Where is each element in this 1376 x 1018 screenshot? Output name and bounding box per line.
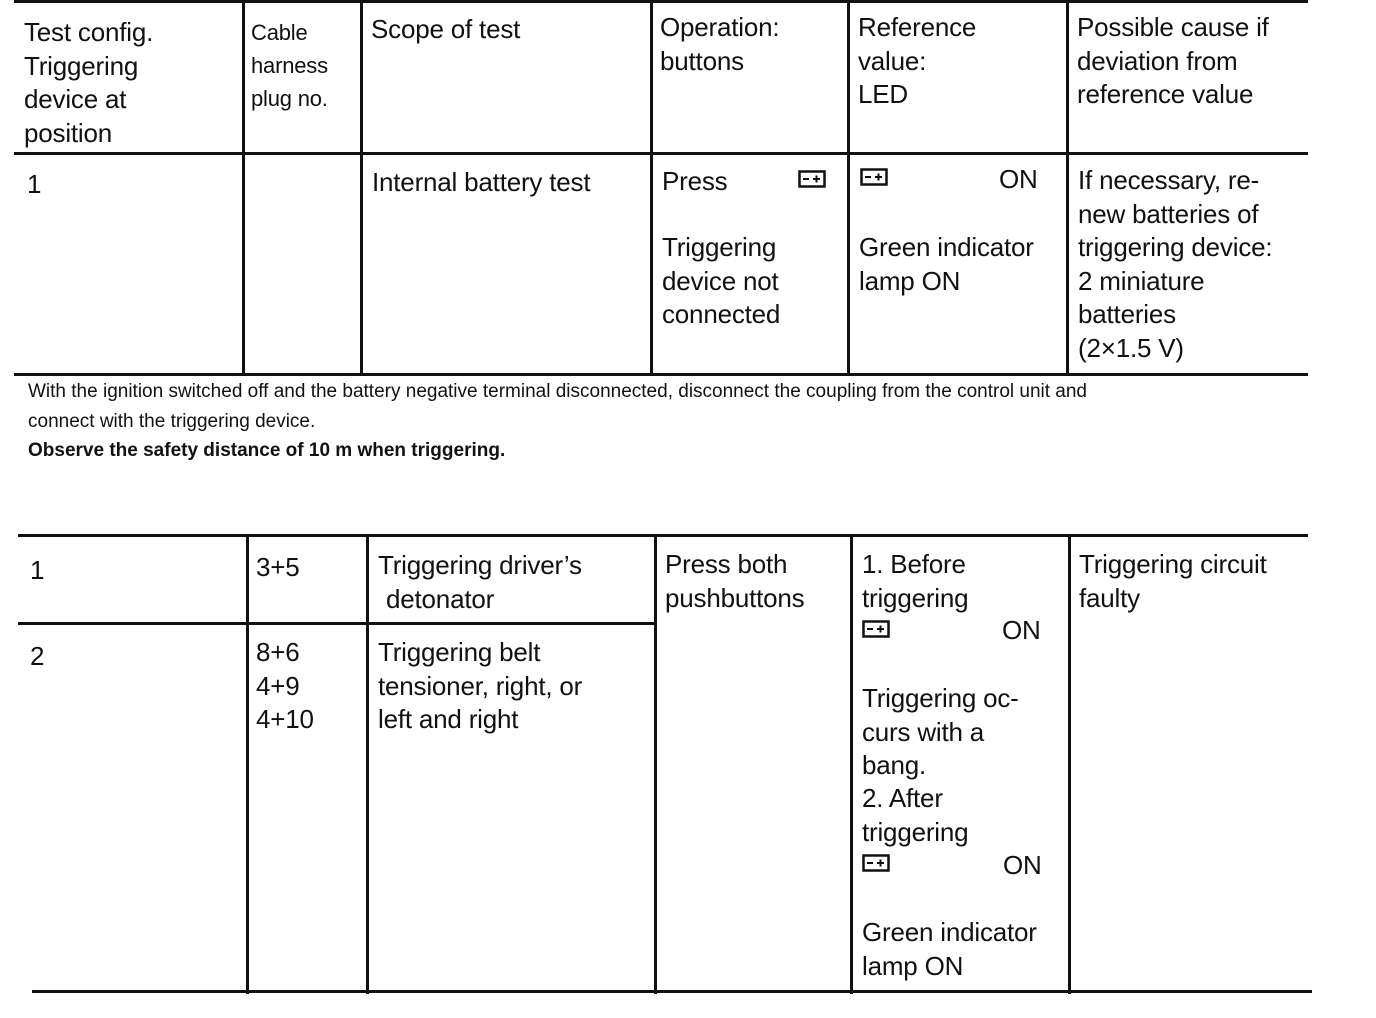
reference-after-state: ON <box>1003 850 1042 880</box>
reference-lamp: Green indicator lamp ON <box>862 917 1037 981</box>
row-reference-state: ON <box>999 164 1038 194</box>
header-operation: Operation: buttons <box>660 12 780 76</box>
row-position: 1 <box>27 169 42 199</box>
instruction-line-1: With the ignition switched off and the battery negative terminal disconnected, disconnect the coupling from the control unit and <box>28 381 1087 402</box>
battery-icon <box>862 854 890 872</box>
operation-both-pushbuttons: Press both pushbuttons <box>665 549 805 613</box>
row-operation-note: Triggering device not connected <box>662 232 781 329</box>
battery-icon <box>860 168 888 186</box>
instruction-line-2: connect with the triggering device. <box>28 411 316 432</box>
reference-before: 1. Before triggering <box>862 549 969 613</box>
header-scope: Scope of test <box>371 14 521 44</box>
table-2-col-divider <box>1068 534 1071 994</box>
row-operation-press: Press <box>662 166 728 196</box>
table-2-bottom-rule <box>32 990 1312 993</box>
table-1-top-rule <box>14 0 1308 3</box>
reference-during: Triggering oc- curs with a bang. <box>862 683 1019 780</box>
table-1-col-divider <box>242 0 245 376</box>
table-2-top-rule <box>18 534 1308 537</box>
row2-scope: Triggering belt tensioner, right, or left and right <box>378 637 583 734</box>
cause-triggering-circuit: Triggering circuit faulty <box>1079 549 1267 613</box>
row1-plug: 3+5 <box>256 552 300 582</box>
header-reference: Reference value: LED <box>858 12 977 109</box>
table-1-col-divider <box>1066 0 1069 376</box>
row1-scope: Triggering driver’s detonator <box>378 550 582 614</box>
table-1-header-rule <box>14 152 1308 155</box>
row2-position: 2 <box>30 641 45 671</box>
reference-after: 2. After triggering <box>862 783 969 847</box>
table-2-row-rule <box>18 622 654 625</box>
table-2-col-divider <box>366 534 369 994</box>
row1-position: 1 <box>30 555 45 585</box>
row2-plugs: 8+6 4+9 4+10 <box>256 637 314 734</box>
table-2-col-divider <box>654 534 657 994</box>
table-2-col-divider <box>246 534 249 994</box>
table-1-col-divider <box>650 0 653 376</box>
table-2-col-divider <box>850 534 853 994</box>
safety-warning: Observe the safety distance of 10 m when triggering. <box>28 440 506 461</box>
row-reference-note: Green indicator lamp ON <box>859 232 1034 296</box>
table-1-col-divider <box>847 0 850 376</box>
header-test-config: Test config. Triggering device at position <box>24 17 154 148</box>
header-cable-harness: Cable harness plug no. <box>251 20 328 111</box>
battery-icon <box>862 620 890 638</box>
reference-before-state: ON <box>1002 615 1041 645</box>
battery-icon <box>798 170 826 188</box>
table-1-col-divider <box>360 0 363 376</box>
header-cause: Possible cause if deviation from reference value <box>1077 12 1269 109</box>
table-1-bottom-rule <box>14 373 1308 376</box>
row-cause: If necessary, re- new batteries of triggering device: 2 miniature batteries (2×1.5 V) <box>1078 165 1273 363</box>
row-scope: Internal battery test <box>372 167 591 197</box>
